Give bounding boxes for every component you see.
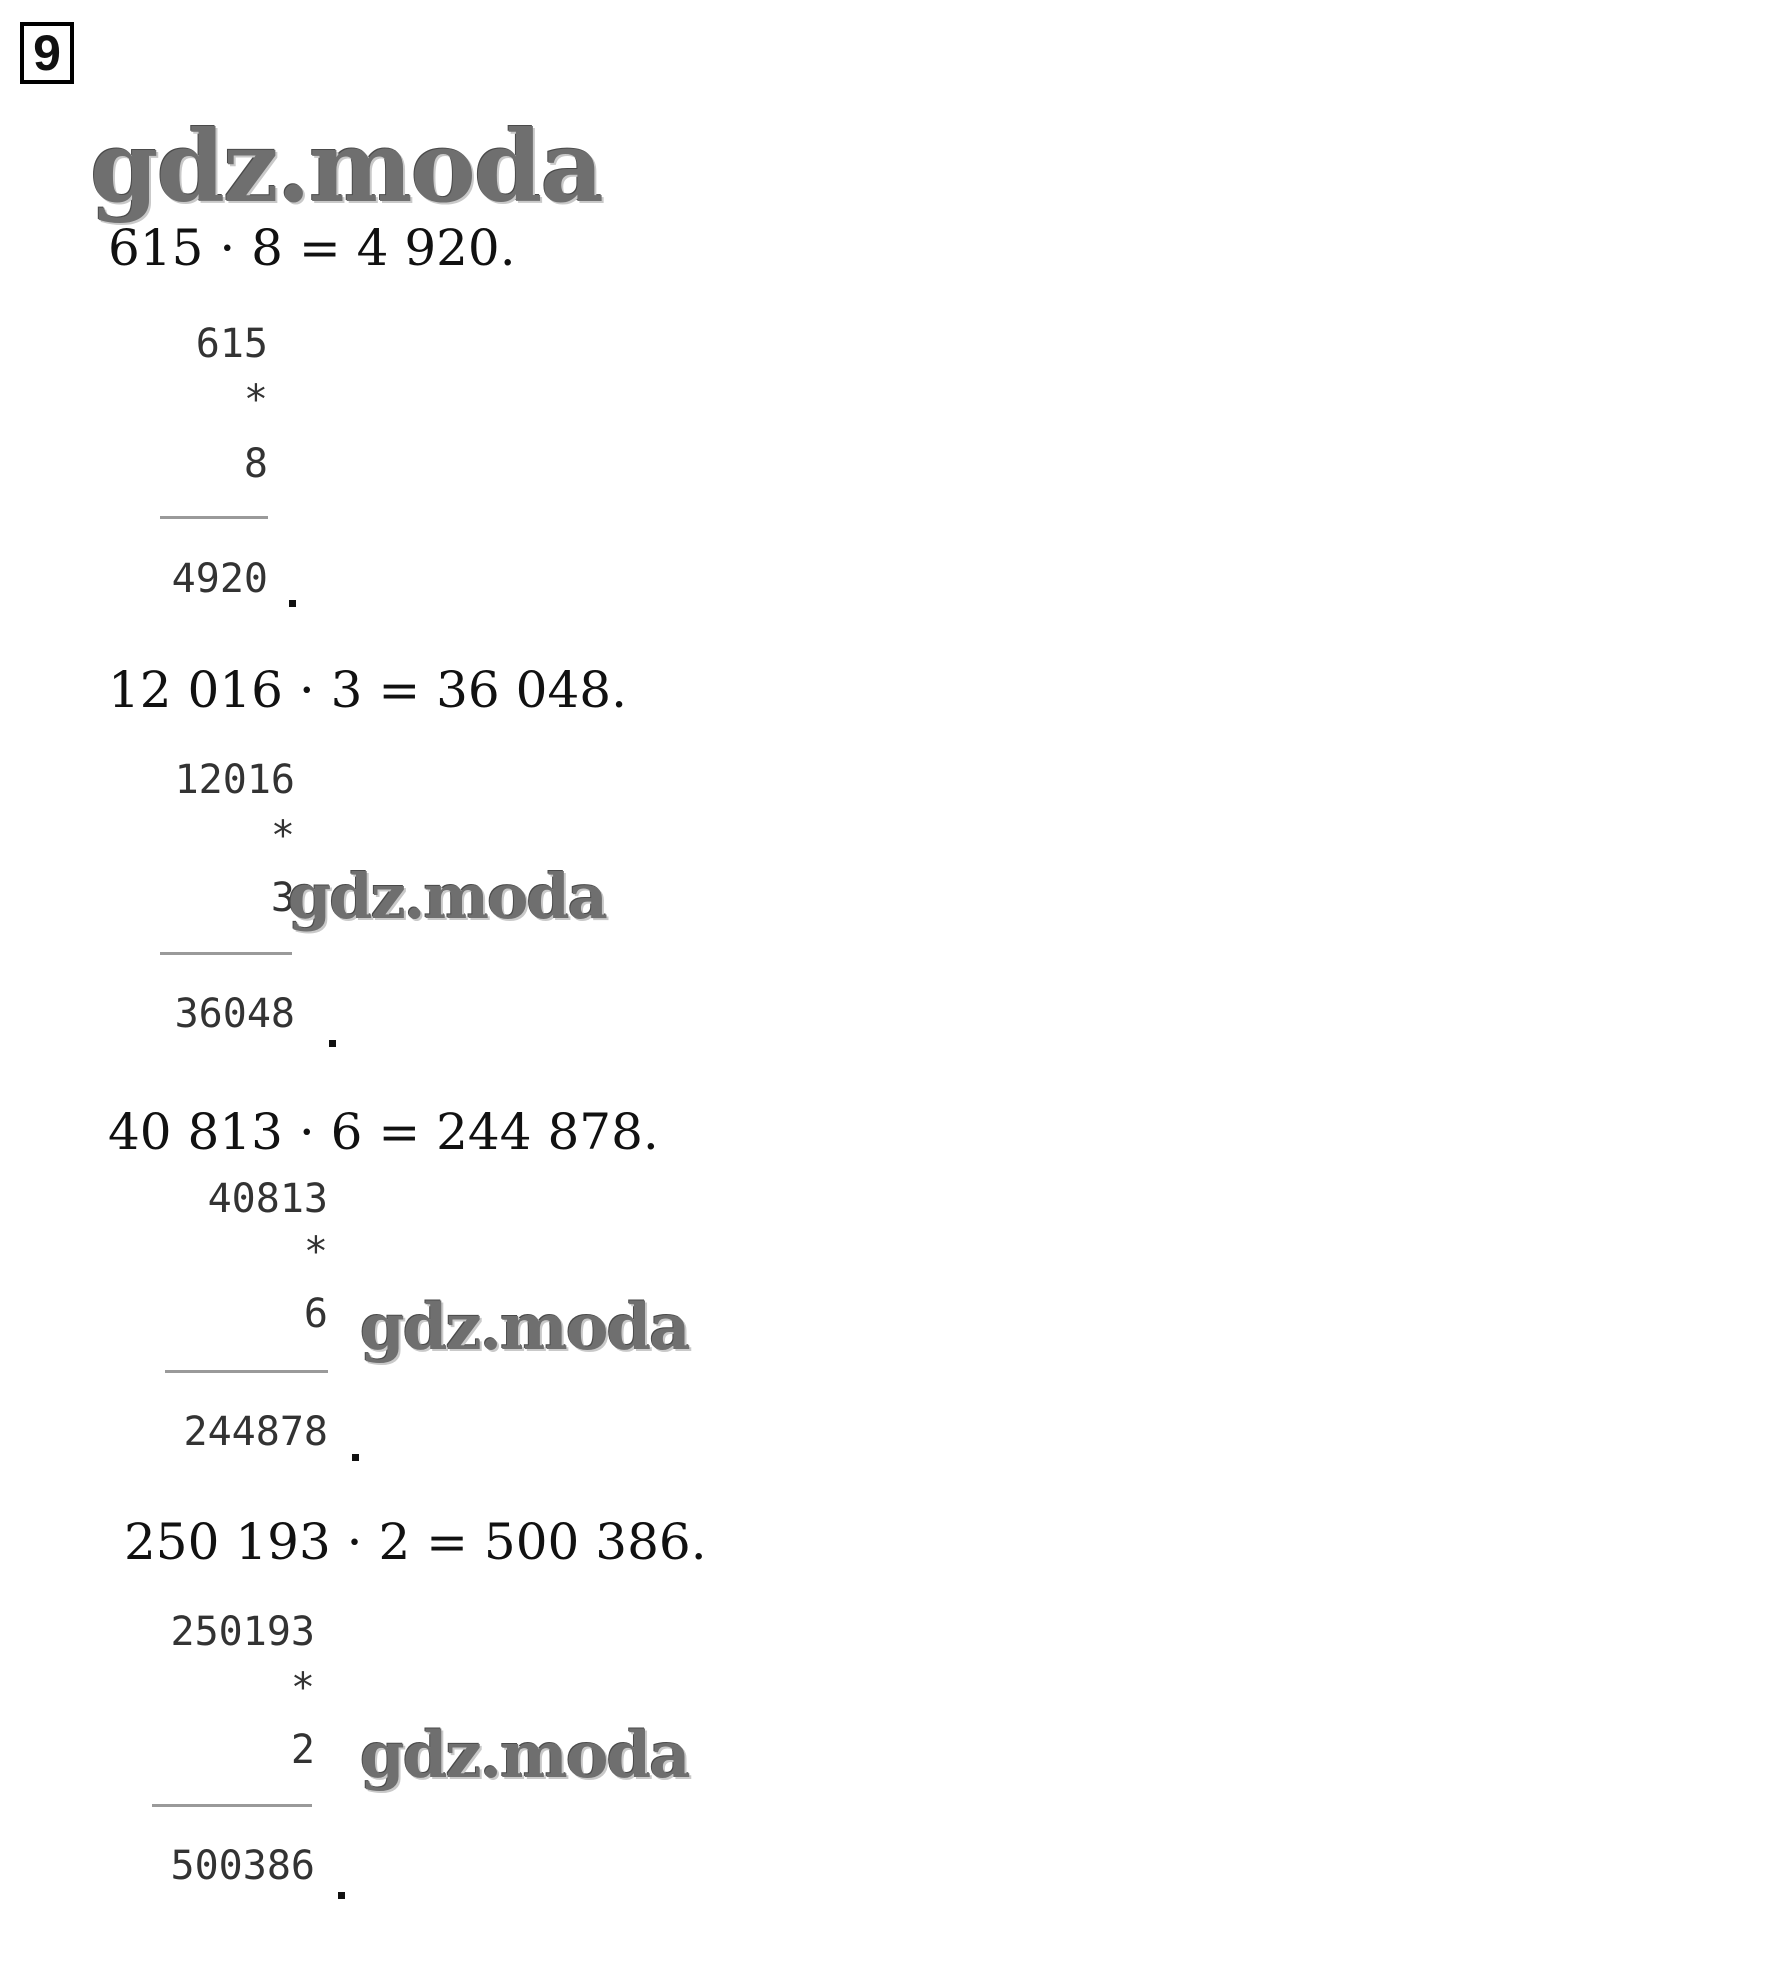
watermark-logo: gdz.moda (90, 110, 602, 225)
watermark-logo: gdz.moda (360, 1718, 689, 1793)
column-3-multiplier: 6 (303, 1291, 328, 1337)
column-3-multiplicand: 40813 (207, 1176, 328, 1222)
column-2-period (329, 1040, 336, 1047)
equation-2: 12 016 · 3 = 36 048. (108, 661, 627, 719)
equation-3: 40 813 · 6 = 244 878. (108, 1103, 659, 1161)
column-4-multiplier: 2 (290, 1727, 315, 1773)
task-number-box: 9 (20, 22, 74, 84)
column-1-result: 4920 (171, 556, 268, 602)
column-3-operator: * (303, 1229, 328, 1275)
column-2-divider (160, 952, 292, 955)
column-1-multiplicand: 615 (195, 321, 268, 367)
column-3-period (352, 1454, 359, 1461)
column-1-operator: * (243, 377, 268, 423)
equation-4: 250 193 · 2 = 500 386. (124, 1513, 707, 1571)
column-1-period (289, 600, 296, 607)
column-4-period (338, 1892, 345, 1899)
column-4-operator: * (290, 1665, 315, 1711)
watermark-logo: gdz.moda (288, 860, 606, 933)
equation-1: 615 · 8 = 4 920. (108, 219, 516, 277)
column-2-operator: * (270, 813, 295, 859)
column-4-multiplicand: 250193 (170, 1609, 315, 1655)
column-4-result: 500386 (170, 1843, 315, 1889)
column-2-multiplier: 3 (270, 875, 295, 921)
column-3-divider (165, 1370, 328, 1373)
column-1-divider (160, 516, 268, 519)
watermark-logo: gdz.moda (360, 1290, 689, 1365)
column-4-divider (152, 1804, 312, 1807)
column-3-result: 244878 (183, 1409, 328, 1455)
column-2-multiplicand: 12016 (174, 757, 295, 803)
column-2-result: 36048 (174, 991, 295, 1037)
column-1-multiplier: 8 (243, 441, 268, 487)
